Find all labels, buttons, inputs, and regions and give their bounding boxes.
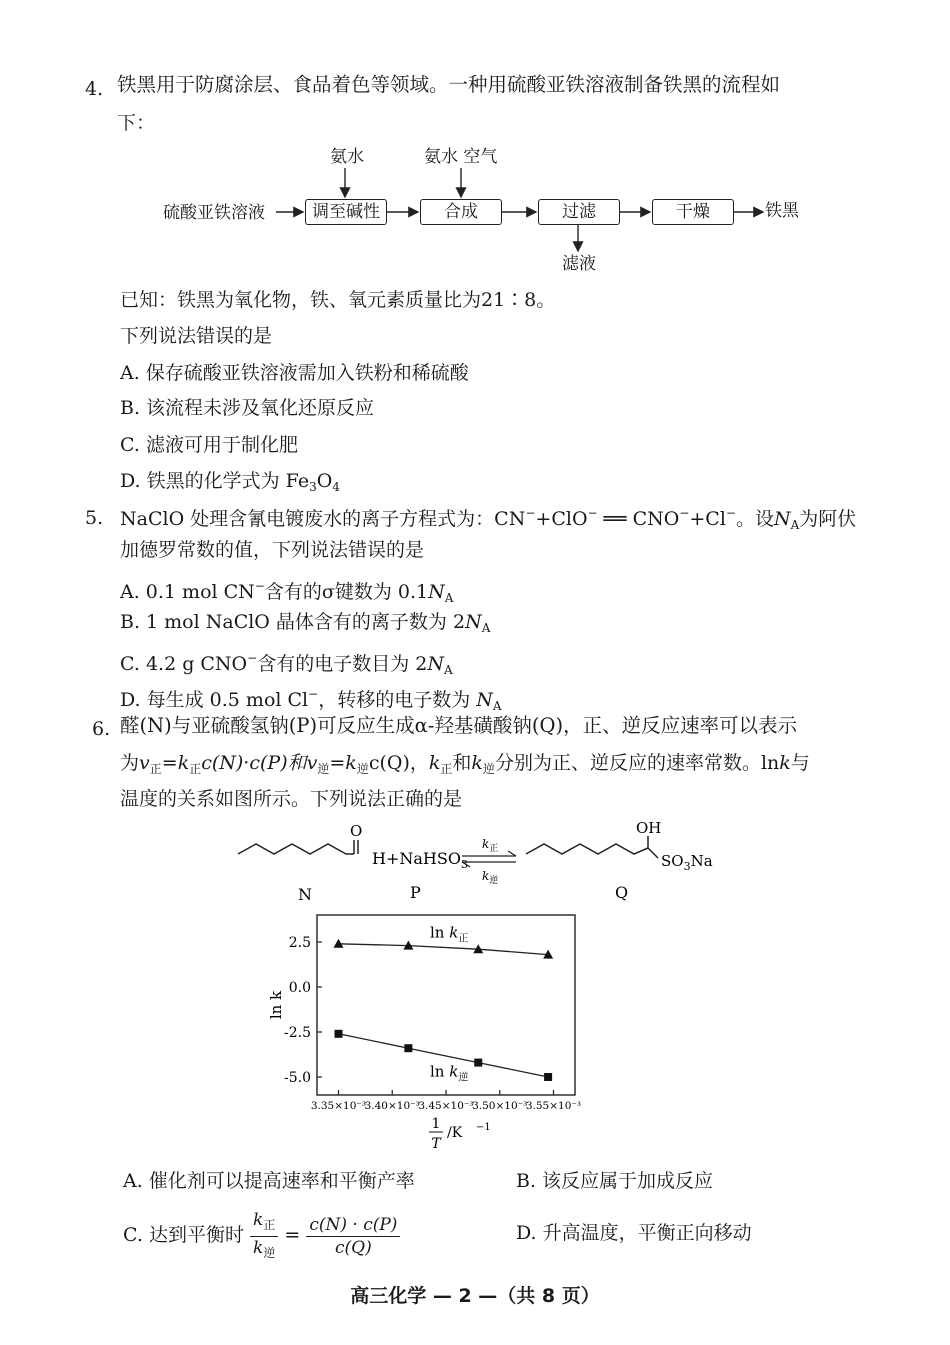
page-footer: 高三化学 — 2 —（共 8 页） <box>350 1285 600 1307</box>
flow-box-adjust: 调至碱性 <box>305 199 387 225</box>
q6-option-d: D. 升高温度，平衡正向移动 <box>516 1222 752 1244</box>
square-point <box>474 1059 482 1067</box>
flow-box-dry: 干燥 <box>652 199 734 225</box>
q6-option-a: A. 催化剂可以提高速率和平衡产率 <box>123 1170 415 1192</box>
reagent-text: H+NaHSO$_3$ <box>372 849 468 871</box>
y-tick-label: 2.5 <box>288 935 311 951</box>
q6-stem-line1: 醛(N)与亚硫酸氢钠(P)可反应生成α-羟基磺酸钠(Q)，正、逆反应速率可以表示 <box>120 714 798 737</box>
q5-option-c: C. 4.2 g CNO−含有的电子数目为 $2N_A$ <box>120 651 453 677</box>
k-forward: $k_正$ <box>482 837 499 854</box>
q6-reaction-scheme <box>230 818 750 908</box>
x-label-unit-sup: −1 <box>476 1122 491 1133</box>
y-tick-label: 0.0 <box>288 980 311 996</box>
label-p: P <box>410 883 421 902</box>
flow-box-filter: 过滤 <box>538 199 620 225</box>
x-label-unit: /K <box>447 1125 463 1141</box>
q5-number: 5. <box>85 507 104 529</box>
y-tick-label: -5.0 <box>284 1070 311 1086</box>
k-reverse: $k_逆$ <box>482 869 499 886</box>
lnk-vs-inverse-t-chart <box>240 905 620 1160</box>
flow-input: 硫酸亚铁溶液 <box>163 203 265 223</box>
q5-option-a: A. 0.1 mol CN−含有的σ键数为 $0.1N_A$ <box>120 579 454 605</box>
x-label-numerator: 1 <box>431 1116 441 1132</box>
q6-option-b: B. 该反应属于加成反应 <box>516 1170 714 1192</box>
k-ratio-fraction: $\frac{k_正}{k_逆}$ <box>250 1209 278 1264</box>
series-label-0: $\ln k_正$ <box>430 923 469 945</box>
aldehyde-chain <box>238 844 354 854</box>
product-chain <box>526 844 648 854</box>
q6-stem-line3: 温度的关系如图所示。下列说法正确的是 <box>120 788 463 810</box>
q5-stem-line2: 加德罗常数的值，下列说法错误的是 <box>120 539 425 561</box>
flow-product: 铁黑 <box>765 201 799 221</box>
label-n: N <box>298 885 312 904</box>
square-point <box>335 1030 343 1038</box>
label-q: Q <box>615 883 629 902</box>
flow-filtrate: 滤液 <box>562 254 596 274</box>
q4-stem-line1: 铁黑用于防腐涂层、食品着色等领域。一种用硫酸亚铁溶液制备铁黑的流程如 <box>117 73 781 96</box>
x-label-denominator: T <box>431 1136 441 1152</box>
product-oh: OH <box>636 819 662 837</box>
q4-known: 已知：铁黑为氧化物，铁、氧元素质量比为21∶8。 <box>120 289 556 311</box>
carbonyl-o: O <box>350 822 363 840</box>
y-axis-label: ln k <box>267 990 285 1020</box>
x-tick-label: 3.45×10⁻³ <box>418 1100 474 1112</box>
flow-arrows <box>0 0 950 300</box>
square-point <box>544 1073 552 1081</box>
q4-option-d: D. 铁黑的化学式为 $Fe_3O_4$ <box>120 470 340 494</box>
q4-number: 4. <box>85 78 104 100</box>
q4-option-c: C. 滤液可用于制化肥 <box>120 434 298 456</box>
product-so3na: $SO_3Na$ <box>661 852 713 873</box>
x-tick-label: 3.35×10⁻³ <box>310 1100 367 1112</box>
q4-question: 下列说法错误的是 <box>120 325 273 347</box>
q4-stem-line2: 下： <box>117 112 156 134</box>
series-label-1: $\ln k_逆$ <box>430 1062 469 1084</box>
conc-ratio-fraction: $\frac{c(N) \cdot c(P)}{c(Q)}$ <box>306 1214 400 1259</box>
q5-option-b: B. 1 mol NaClO 晶体含有的离子数为 $2N_A$ <box>120 611 491 635</box>
series-line-0 <box>339 944 549 955</box>
x-tick-label: 3.55×10⁻³ <box>525 1100 582 1112</box>
flow-reagent-2: 氨水 空气 <box>424 147 498 167</box>
q4-option-b: B. 该流程未涉及氧化还原反应 <box>120 397 375 419</box>
q6-option-c: C. 达到平衡时 $\frac{k_正}{k_逆}$ = $\frac{c(N) \cdot c(P)}{c(Q)}$ <box>123 1205 400 1265</box>
flow-box-synthesis: 合成 <box>420 199 502 225</box>
y-tick-label: -2.5 <box>284 1025 311 1041</box>
x-tick-label: 3.50×10⁻³ <box>472 1100 528 1112</box>
flow-reagent-1: 氨水 <box>330 147 364 167</box>
q6-stem-line2: 为$v_正=k_正c(N)\cdot c(P)$和$v_逆=k_逆c(Q)$，$k_正$和$k_逆$分别为正、逆反应的速率常数。lnk与 <box>120 752 810 776</box>
x-tick-label: 3.40×10⁻³ <box>364 1100 420 1112</box>
q5-stem-line1: NaClO 处理含氰电镀废水的离子方程式为：CN−+ClO− ══ CNO−+Cl−。设$N_A$为阿伏 <box>120 506 857 532</box>
q4-option-a: A. 保存硫酸亚铁溶液需加入铁粉和稀硫酸 <box>120 362 469 384</box>
q6-number: 6. <box>92 718 111 740</box>
square-point <box>404 1044 412 1052</box>
q5-option-d: D. 每生成 0.5 mol Cl−，转移的电子数为 $N_A$ <box>120 687 502 713</box>
